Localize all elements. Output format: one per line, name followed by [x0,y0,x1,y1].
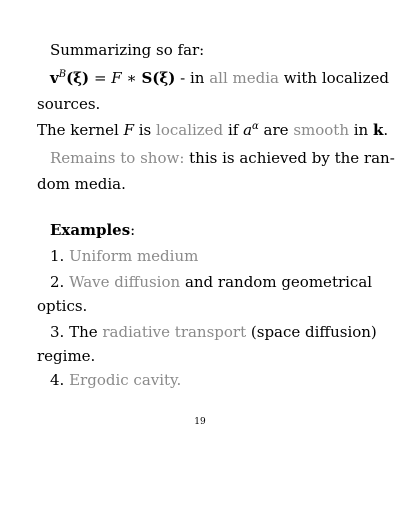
formula-line: $v^B(\xi) = F$ ∗ S(ξ) - in all media with localized [50,69,389,87]
xi-argument: (ξ) [66,69,90,87]
remains-highlight: Remains to show: [50,149,185,167]
summary-heading: Summarizing so far: [50,41,205,59]
k-symbol: k [372,121,384,139]
examples-heading: Examples: [50,221,136,239]
example-item-2: 2. Wave diffusion and random geometrical [50,273,373,291]
v-superscript: B [58,69,67,80]
v-symbol: v [50,69,59,87]
kernel-symbol: F [111,69,122,87]
smooth-highlight: smooth [293,121,349,139]
kernel-symbol-2: F [123,121,134,139]
coefficient-symbol: a [243,121,253,139]
example-item-3-cont: regime. [37,347,96,365]
example-item-4: 4. Ergodic cavity. [50,371,182,389]
remains-line-cont: dom media. [37,175,126,193]
example-item-2-cont: optics. [37,297,88,315]
all-media-highlight: all media [209,69,279,87]
coefficient-superscript: α [252,121,259,132]
source-symbol: S [141,69,153,87]
localized-highlight: localized [156,121,224,139]
kernel-line: The kernel F is localized if $a^\alpha$ are smooth in k. [37,121,389,139]
xi-argument-2: (ξ) [152,69,176,87]
remains-line: Remains to show: this is achieved by the ran- [50,149,395,167]
example-item-3: 3. The radiative transport (space diffusion) [50,323,377,341]
example-item-1: 1. Uniform medium [50,247,199,265]
page-number: 19 [194,417,206,427]
formula-line-cont: sources. [37,95,101,113]
